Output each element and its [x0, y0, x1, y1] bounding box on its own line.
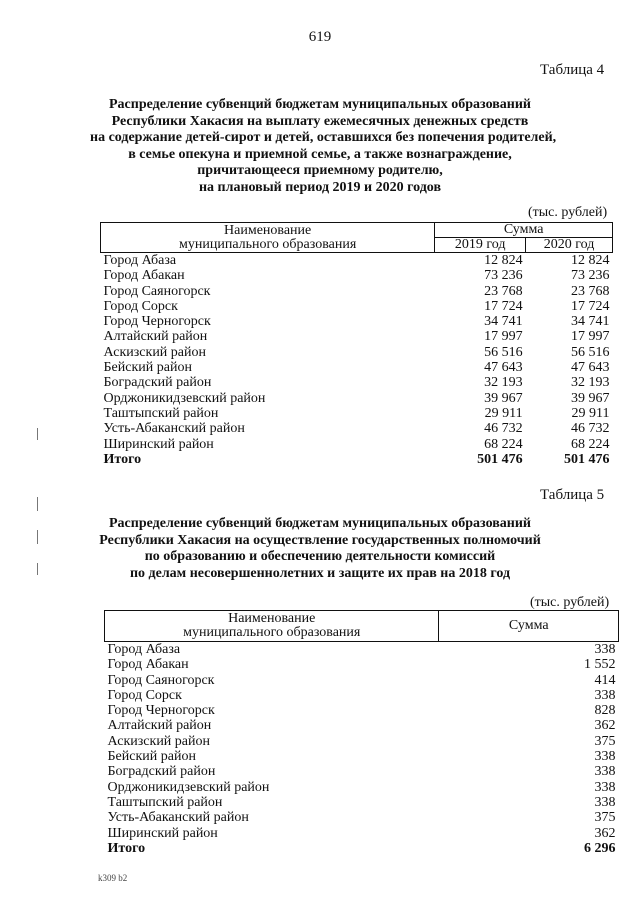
table4-header-name: Наименование муниципального образования — [101, 223, 435, 253]
municipality-name: Город Абаза — [107, 642, 181, 657]
table-row — [105, 780, 619, 795]
value-2020: 17 724 — [571, 298, 610, 314]
value-2019: 73 236 — [484, 268, 523, 284]
value-2018: 362 — [594, 825, 616, 841]
value-2018: 338 — [594, 642, 616, 657]
value-2018: 338 — [594, 794, 616, 810]
value-2019: 47 643 — [484, 360, 523, 376]
value-2018: 362 — [594, 718, 616, 734]
table-row — [105, 810, 619, 825]
value-2020: 29 911 — [571, 405, 610, 421]
table-row — [101, 314, 613, 329]
table-row — [105, 734, 619, 749]
table4-title-line: Республики Хакасия на выплату ежемесячных денежных средств — [111, 113, 529, 129]
table4-header-sum: Сумма — [435, 223, 613, 238]
value-2020: 32 193 — [571, 375, 610, 391]
municipality-name: Усть-Абаканский район — [107, 810, 249, 826]
table5-title-line: Распределение субвенций бюджетам муниципальных образований — [109, 516, 531, 531]
value-2019: 17 997 — [484, 329, 523, 345]
value-2019: 32 193 — [484, 375, 523, 391]
table-row — [101, 406, 613, 421]
table-row — [101, 360, 613, 375]
table4-label: Таблица 4 — [540, 62, 605, 78]
total-row — [101, 452, 613, 467]
value-2018: 414 — [594, 672, 616, 688]
value-2018: 375 — [594, 733, 616, 749]
municipality-name: Аскизский район — [107, 733, 210, 749]
table5-title-line: по образованию и обеспечению деятельности комиссий — [144, 549, 496, 564]
value-2019: 46 732 — [484, 421, 523, 437]
table5-header-name: Наименование муниципального образования — [105, 611, 439, 642]
table-row — [101, 345, 613, 360]
value-2018: 338 — [594, 764, 616, 780]
value-2019: 17 724 — [484, 298, 523, 314]
value-2018: 375 — [594, 810, 616, 826]
table4-header-2019: 2019 год — [435, 238, 526, 253]
table-row — [105, 642, 619, 658]
total-label: Итого — [103, 451, 142, 467]
value-2018: 1 552 — [584, 657, 616, 673]
municipality-name: Город Абакан — [103, 268, 185, 284]
table-row — [105, 688, 619, 703]
table-row — [105, 703, 619, 718]
table-row — [105, 826, 619, 841]
total-2020: 501 476 — [564, 451, 610, 467]
value-2020: 47 643 — [571, 360, 610, 376]
municipality-name: Боградский район — [103, 375, 212, 391]
table5-title-line: Республики Хакасия на осуществление государственных полномочий — [99, 532, 541, 548]
municipality-name: Орджоникидзевский район — [107, 779, 270, 795]
municipality-name: Город Саяногорск — [103, 283, 211, 299]
table-row — [101, 437, 613, 452]
municipality-name: Город Абакан — [107, 657, 189, 673]
value-2020: 56 516 — [571, 344, 610, 360]
value-2018: 338 — [594, 779, 616, 795]
municipality-name: Город Черногорск — [107, 703, 215, 719]
value-2019: 29 911 — [484, 405, 523, 421]
table-row — [105, 718, 619, 733]
value-2020: 39 967 — [571, 390, 610, 406]
table4-units: (тыс. рублей) — [528, 205, 608, 220]
municipality-name: Бейский район — [107, 749, 196, 765]
table-row — [101, 284, 613, 299]
value-2019: 39 967 — [484, 390, 523, 406]
table-row — [101, 268, 613, 283]
value-2020: 23 768 — [571, 283, 610, 299]
table4-title-line: Распределение субвенций бюджетам муниципальных образований — [109, 97, 531, 112]
total-2019: 501 476 — [477, 451, 523, 467]
municipality-name: Город Саяногорск — [107, 672, 215, 688]
value-2020: 68 224 — [571, 436, 610, 452]
municipality-name: Таштыпский район — [103, 405, 219, 421]
value-2020: 73 236 — [571, 268, 610, 284]
value-2020: 46 732 — [571, 421, 610, 437]
total-2018: 6 296 — [584, 840, 616, 856]
total-label: Итого — [107, 840, 146, 856]
municipality-name: Алтайский район — [103, 329, 208, 345]
municipality-name: Усть-Абаканский район — [103, 421, 245, 437]
municipality-name: Город Сорск — [107, 687, 182, 703]
municipality-name: Аскизский район — [103, 344, 206, 360]
footer-code: k309 b2 — [98, 873, 128, 883]
municipality-name: Город Сорск — [103, 298, 178, 314]
value-2019: 12 824 — [484, 253, 523, 268]
municipality-name: Бейский район — [103, 360, 192, 376]
table4-title-line: на плановый период 2019 и 2020 годов — [198, 179, 442, 195]
municipality-name: Боградский район — [107, 764, 216, 780]
value-2018: 338 — [594, 687, 616, 703]
table4-title-line: на содержание детей-сирот и детей, оставшихся без попечения родителей, — [90, 130, 557, 145]
value-2019: 68 224 — [484, 436, 523, 452]
table-row — [101, 421, 613, 436]
value-2018: 338 — [594, 749, 616, 765]
table-row — [101, 329, 613, 344]
table-row — [101, 391, 613, 406]
value-2018: 828 — [594, 703, 616, 719]
value-2020: 17 997 — [571, 329, 610, 345]
table-row — [101, 253, 613, 269]
value-2019: 34 741 — [484, 314, 523, 330]
table-row — [101, 375, 613, 390]
municipality-name: Алтайский район — [107, 718, 212, 734]
municipality-name: Ширинский район — [103, 436, 214, 452]
table5-header-sum: Сумма — [439, 611, 619, 642]
municipality-name: Орджоникидзевский район — [103, 390, 266, 406]
municipality-name: Город Черногорск — [103, 314, 211, 330]
municipality-name: Таштыпский район — [107, 794, 223, 810]
municipality-name: Город Абаза — [103, 253, 177, 268]
table4-title — [90, 97, 557, 196]
municipality-name: Ширинский район — [107, 825, 218, 841]
value-2019: 23 768 — [484, 283, 523, 299]
table5-label: Таблица 5 — [540, 487, 605, 503]
table4-title-line: в семье опекуна и приемной семье, а также вознаграждение, — [128, 146, 512, 162]
table5-title — [90, 516, 550, 582]
table5-units: (тыс. рублей) — [530, 595, 610, 610]
table-row — [105, 673, 619, 688]
table-row — [105, 657, 619, 672]
table4-title-line: причитающееся приемному родителю, — [197, 163, 443, 178]
value-2019: 56 516 — [484, 344, 523, 360]
table-row — [105, 749, 619, 764]
value-2020: 34 741 — [571, 314, 610, 330]
table4-header-2020: 2020 год — [526, 238, 613, 253]
page-number: 619 — [308, 29, 332, 45]
value-2020: 12 824 — [571, 253, 610, 268]
table5 — [104, 610, 619, 856]
table5-title-line: по делам несовершеннолетних и защите их прав на 2018 год — [129, 565, 511, 581]
table-row — [101, 299, 613, 314]
table-row — [105, 795, 619, 810]
total-row — [105, 841, 619, 856]
table-row — [105, 764, 619, 779]
table4 — [100, 222, 613, 467]
